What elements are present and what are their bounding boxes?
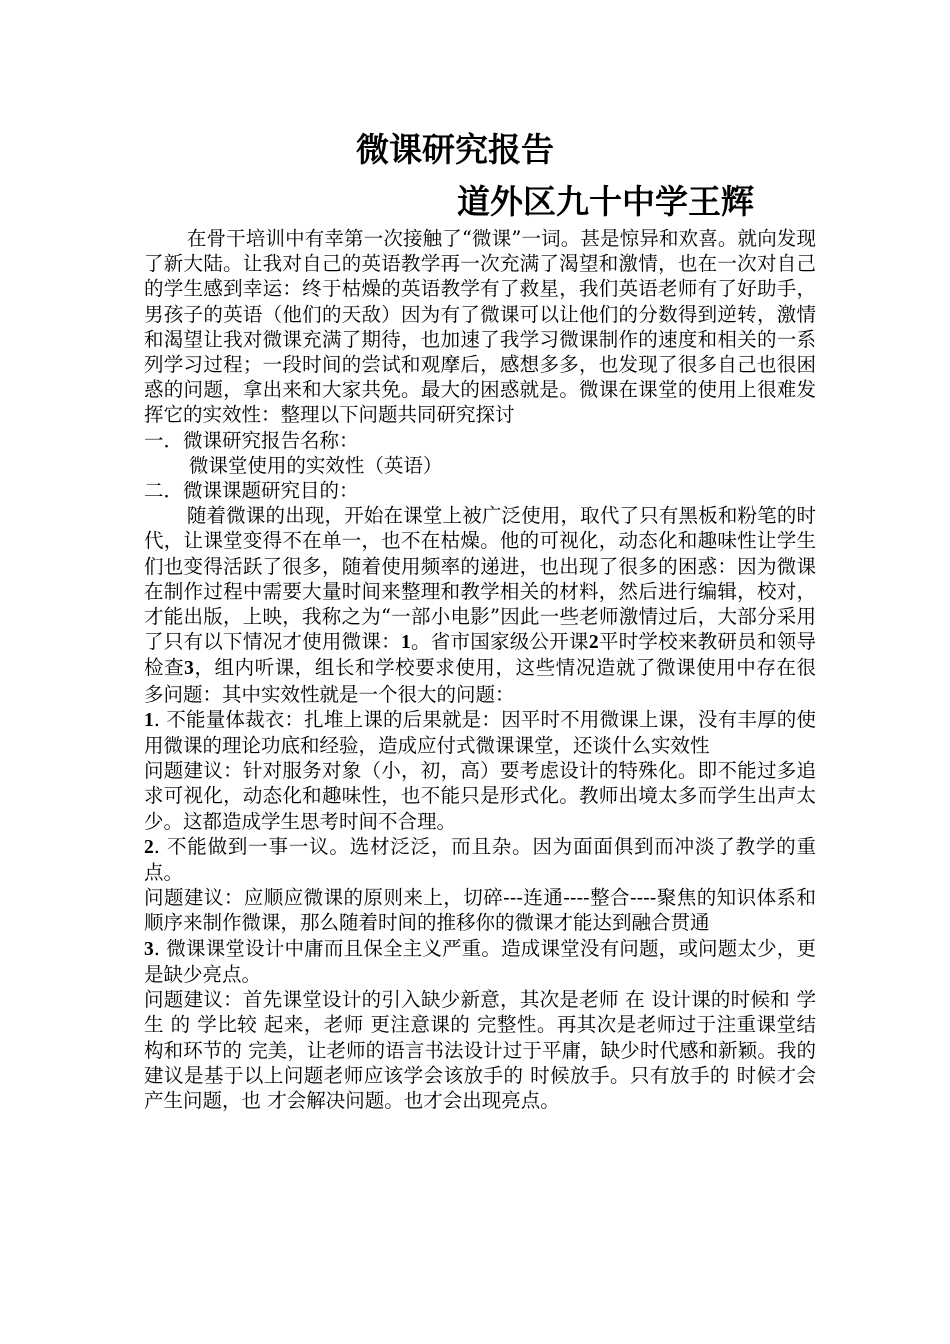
section2-heading: 二．微课课题研究目的： (144, 479, 359, 503)
point-1-problem (144, 707, 816, 758)
point-2-label: 2 (144, 836, 154, 858)
point-3-problem (144, 936, 816, 987)
list-item-label: 3 (184, 658, 194, 680)
list-item-label: 2 (588, 632, 599, 654)
list-item-label: 1 (400, 632, 411, 654)
point-1-suggestion: 问题建议：针对服务对象（小，初，高）要考虑设计的特殊化。即不能过多追求可视化，动态化和趣味性，也不能只是形式化。教师出境太多而学生出声太少。这都造成学生思考时间不合理。 (144, 759, 816, 833)
section2-paragraph-text: 随着微课的出现，开始在课堂上被广泛使用，取代了只有黑板和粉笔的时代，让课堂变得不在单一，也不在枯燥。他的可视化，动态化和趣味性让学生们也变得活跃了很多，随着使用频率的递进，也出现了很多的困惑：因为微课在制作过程中需要大量时间来整理和教学相关的材料，然后进行编辑，校对，才能出版，上映，我称之为“一部小电影”因此一些老师激情过后，大部分采用了只有以下情况才使用微课： (144, 504, 816, 654)
document-title: 微课研究报告 (356, 130, 554, 169)
point-2-problem-text: . 不能做到一事一议。选材泛泛，而且杂。因为面面俱到而冲淡了教学的重点。 (144, 834, 816, 885)
point-3-label: 3 (144, 938, 154, 960)
list-item-text: ，组内听课，组长和学校要求使用，这些情况造就了微课使用中存在很多问题：其中实效性就是一个很大的问题： (144, 656, 816, 706)
section1-content: 微课堂使用的实效性（英语） (188, 453, 443, 477)
point-1-problem-text: . 不能量体裁衣：扎堆上课的后果就是：因平时不用微课上课，没有丰厚的使用微课的理论功底和经验，造成应付式微课课堂，还谈什么实效性 (144, 707, 816, 758)
section2-paragraph (144, 503, 816, 707)
point-1-label: 1 (144, 709, 154, 731)
point-2-problem (144, 834, 816, 885)
point-2-suggestion: 问题建议：应顺应微课的原则来上，切碎---连通----整合----聚焦的知识体系和顺序来制作微课，那么随着时间的推移你的微课才能达到融合贯通 (144, 886, 816, 935)
list-item-text: 平时学校来教研员和领导检查 (144, 630, 816, 680)
section1-heading: 一．微课研究报告名称： (144, 428, 359, 452)
list-item-text: 。省市国家级公开课 (410, 630, 589, 654)
point-3-suggestion: 问题建议：首先课堂设计的引入缺少新意，其次是老师 在 设计课的时候和 学生 的 学比较 起来，老师 更注意课的 完整性。再其次是老师过于注重课堂结构和环节的 完美，让老师的语言书法设计过于平庸，缺少时代感和新颖。我的 建议是基于以上问题老师应该学会该放手的 时候放手。只有放手的 时候才会产生问题，也 才会解决问题。也才会出现亮点。 (144, 988, 816, 1112)
point-3-problem-text: . 微课课堂设计中庸而且保全主义严重。造成课堂没有问题，或问题太少，更是缺少亮点。 (144, 936, 816, 986)
document-body (144, 226, 816, 1113)
intro-paragraph: 在骨干培训中有幸第一次接触了“微课”一词。甚是惊异和欢喜。就向发现了新大陆。让我对自己的英语教学再一次充满了渴望和激情，也在一次对自己的学生感到幸运：终于枯燥的英语教学有了救星，我们英语老师有了好助手，男孩子的英语（他们的天敌）因为有了微课可以让他们的分数得到逆转，激情和渴望让我对微课充满了期待，也加速了我学习微课制作的速度和相关的一系列学习过程；一段时间的尝试和观摩后，感想多多，也发现了很多自己也很困惑的问题，拿出来和大家共免。最大的困惑就是。微课在课堂的使用上很难发挥它的实效性：整理以下问题共同研究探讨 (144, 227, 816, 427)
document-author: 道外区九十中学王辉 (457, 182, 754, 221)
